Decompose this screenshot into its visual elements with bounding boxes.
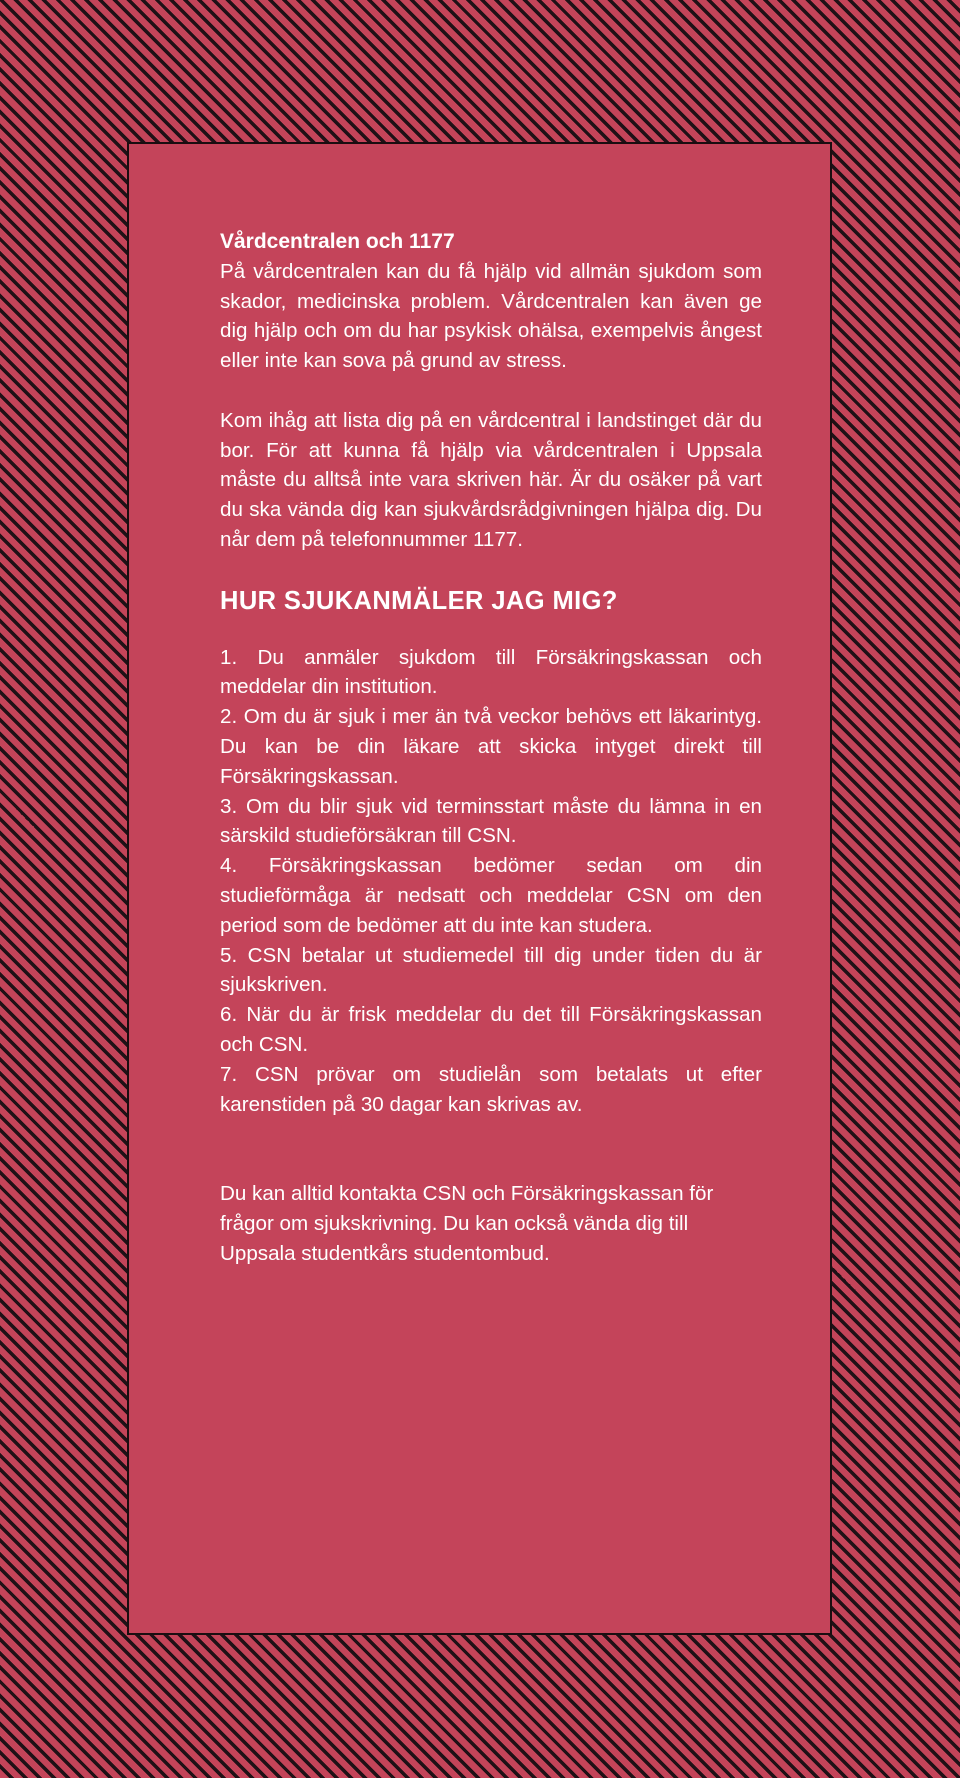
step-item: 2. Om du är sjuk i mer än två veckor behövs ett läkarintyg. Du kan be din läkare att skicka intyget direkt till Försäkringskassan. bbox=[220, 705, 762, 788]
step-item: 1. Du anmäler sjukdom till Försäkringskassan och meddelar din institution. bbox=[220, 645, 762, 699]
step-item: 7. CSN prövar om studielån som betalats ut efter karenstiden på 30 dagar kan skrivas av. bbox=[220, 1062, 762, 1116]
paragraph-vardcentral-listing: Kom ihåg att lista dig på en vårdcentral i landstinget där du bor. För att kunna få hjälp via vårdcentralen i Uppsala måste du alltså inte vara skriven här. Är du osäker på vart du ska vända dig kan sjukvårdsrådgivningen hjälpa dig. Du når dem på telefonnummer 1177. bbox=[220, 408, 762, 551]
step-item: 6. När du är frisk meddelar du det till Försäkringskassan och CSN. bbox=[220, 1003, 762, 1056]
section-title-vardcentral: Vårdcentralen och 1177 bbox=[220, 230, 455, 253]
steps-list bbox=[220, 643, 762, 1120]
step-item: 4. Försäkringskassan bedömer sedan om din studieförmåga är nedsatt och meddelar CSN om den period som de bedömer att du inte kan studera. bbox=[220, 854, 762, 937]
paragraph-contact: Du kan alltid kontakta CSN och Försäkringskassan för frågor om sjukskrivning. Du kan också vända dig till Uppsala studentkårs studentombud. bbox=[220, 1182, 714, 1265]
step-item: 5. CSN betalar ut studiemedel till dig under tiden du är sjukskriven. bbox=[220, 943, 762, 997]
section-heading-sjukanmalan: HUR SJUKANMÄLER JAG MIG? bbox=[220, 586, 618, 615]
step-item: 3. Om du blir sjuk vid terminsstart måste du lämna in en särskild studieförsäkran till CSN. bbox=[220, 794, 762, 848]
paragraph-vardcentral-intro: På vårdcentralen kan du få hjälp vid allmän sjukdom som skador, medicinska problem. Vårdcentralen kan även ge dig hjälp och om du har psykisk ohälsa, exempelvis ångest eller inte kan sova på grund av stress. bbox=[220, 259, 762, 373]
content-panel bbox=[127, 142, 832, 1635]
content-text bbox=[220, 227, 762, 1269]
